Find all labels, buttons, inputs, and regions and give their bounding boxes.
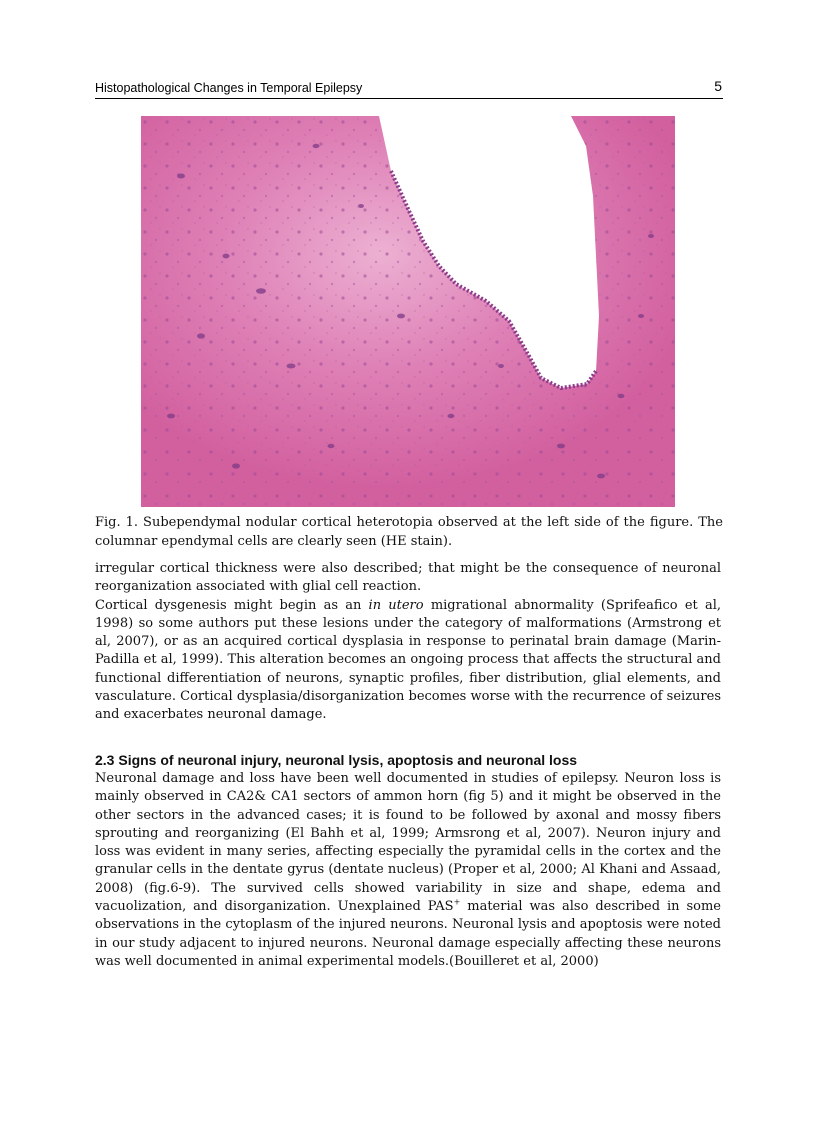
text-run: Cortical dysgenesis might begin as an: [95, 597, 369, 613]
superscript: +: [453, 897, 461, 907]
text-run: material was also described in some observations in the cytoplasm of the injured neurons. Neuronal lysis and apoptosis were noted in our study adjacent to injured neurons. Neuronal damage especially affecting these neurons was well documented in animal experimental models.(Bouilleret et al, 2000): [95, 899, 721, 969]
running-title: Histopathological Changes in Temporal Epilepsy: [95, 81, 363, 95]
histology-micrograph: [141, 116, 675, 507]
paragraph: irregular cortical thickness were also described; that might be the consequence of neuronal reorganization associated with glial cell reaction.: [95, 561, 721, 595]
paragraph: [95, 597, 721, 725]
section-2-3-body: [95, 770, 721, 971]
text-run: migrational abnormality (Sprifeafico et al, 1998) so some authors put these lesions under the category of malformations (Armstrong et al, 2007), or as an acquired cortical dysplasia in response to perinatal brain damage (Marin-Padilla et al, 1999). This alteration becomes an ongoing process that affects the structural and functional differentiation of neurons, synaptic profiles, fiber distribution, glial elements, and vasculature. Cortical dysplasia/disorganization becomes worse with the recurrence of seizures and exacerbates neuronal damage.: [95, 597, 722, 723]
page-number: 5: [714, 78, 722, 94]
intro-section: [95, 560, 721, 725]
micrograph-drawing: [141, 116, 675, 507]
figure-caption: Fig. 1. Subependymal nodular cortical heterotopia observed at the left side of the figure. The columnar ependymal cells are clearly seen (HE stain).: [95, 515, 723, 549]
paragraph: [95, 770, 721, 971]
section-heading: 2.3 Signs of neuronal injury, neuronal lysis, apoptosis and neuronal loss: [95, 752, 578, 768]
text-run: Neuronal damage and loss have been well documented in studies of epilepsy. Neuron loss is mainly observed in CA2& CA1 sectors of ammon horn (fig 5) and it might be observed in the other sectors in the advanced cases; it is found to be followed by axonal and mossy fibers sprouting and reorganizing (El Bahh et al, 1999; Armsrong et al, 2007). Neuron injury and loss was evident in many series, affecting especially the pyramidal cells in the cortex and the granular cells in the dentate gyrus (dentate nucleus) (Proper et al, 2000; Al Khani and Assaad, 2008) (fig.6-9). The survived cells showed variability in size and shape, edema and vacuolization, and disorganization. Unexplained PAS: [95, 771, 721, 915]
running-header: [95, 80, 723, 99]
italic-term: in utero: [368, 597, 424, 613]
